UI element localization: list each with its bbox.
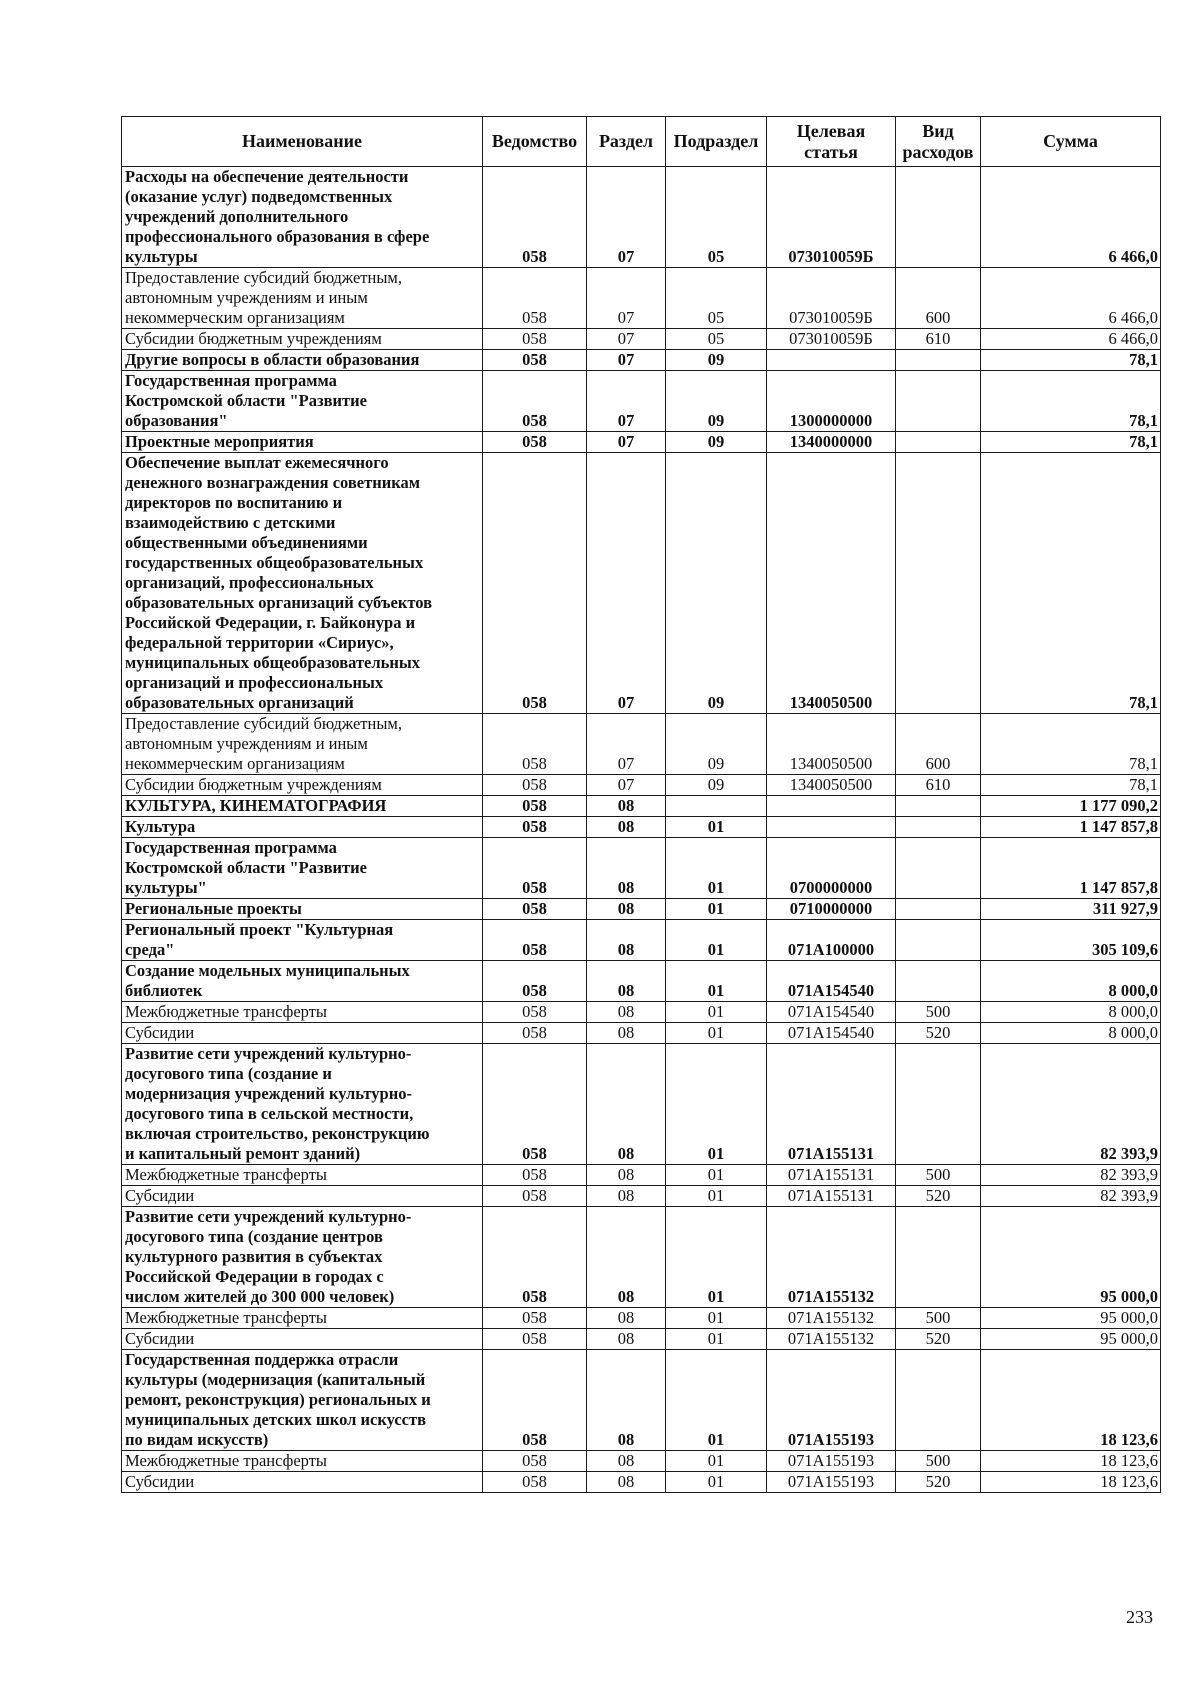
cell-ved: 058 bbox=[483, 268, 587, 329]
cell-cel: 071A155132 bbox=[767, 1329, 896, 1350]
cell-podrazdel: 01 bbox=[666, 817, 767, 838]
cell-razdel: 07 bbox=[587, 167, 666, 268]
cell-podrazdel: 01 bbox=[666, 1002, 767, 1023]
table-row bbox=[122, 453, 1161, 714]
cell-vid bbox=[896, 1044, 981, 1165]
table-row bbox=[122, 1186, 1161, 1207]
cell-razdel: 08 bbox=[587, 1207, 666, 1308]
table-row bbox=[122, 1472, 1161, 1493]
table-body bbox=[122, 167, 1161, 1493]
cell-razdel: 08 bbox=[587, 1165, 666, 1186]
cell-ved: 058 bbox=[483, 817, 587, 838]
cell-cel: 071A155193 bbox=[767, 1350, 896, 1451]
header-vid: Вид расходов bbox=[896, 117, 981, 167]
cell-name: Субсидии bbox=[122, 1186, 483, 1207]
cell-podrazdel: 01 bbox=[666, 1207, 767, 1308]
cell-vid: 520 bbox=[896, 1023, 981, 1044]
cell-ved: 058 bbox=[483, 961, 587, 1002]
cell-razdel: 08 bbox=[587, 1002, 666, 1023]
cell-razdel: 07 bbox=[587, 453, 666, 714]
cell-name: Создание модельных муниципальных библиотек bbox=[122, 961, 483, 1002]
page-number: 233 bbox=[1126, 1607, 1153, 1627]
cell-ved: 058 bbox=[483, 796, 587, 817]
cell-podrazdel: 09 bbox=[666, 775, 767, 796]
cell-cel: 1340050500 bbox=[767, 453, 896, 714]
cell-ved: 058 bbox=[483, 1044, 587, 1165]
cell-sum: 95 000,0 bbox=[981, 1207, 1161, 1308]
cell-ved: 058 bbox=[483, 920, 587, 961]
cell-name: Субсидии бюджетным учреждениям bbox=[122, 329, 483, 350]
cell-cel: 071A155193 bbox=[767, 1451, 896, 1472]
cell-name: Субсидии bbox=[122, 1329, 483, 1350]
cell-ved: 058 bbox=[483, 714, 587, 775]
header-name: Наименование bbox=[122, 117, 483, 167]
cell-sum: 78,1 bbox=[981, 371, 1161, 432]
cell-podrazdel: 09 bbox=[666, 453, 767, 714]
cell-name: Государственная программа Костромской области "Развитие образования" bbox=[122, 371, 483, 432]
cell-podrazdel bbox=[666, 796, 767, 817]
table-row bbox=[122, 167, 1161, 268]
cell-cel bbox=[767, 350, 896, 371]
cell-razdel: 08 bbox=[587, 1186, 666, 1207]
cell-sum: 95 000,0 bbox=[981, 1329, 1161, 1350]
cell-sum: 8 000,0 bbox=[981, 961, 1161, 1002]
cell-name: Обеспечение выплат ежемесячного денежного вознаграждения советникам директоров по воспитанию и взаимодействию с детскими общественными объединениями государственных общеобразовательных организаций, профессиональных образовательных организаций субъектов Российской Федерации, г. Байконура и федеральной территории «Сириус», муниципальных общеобразовательных организаций и профессиональных образовательных организаций bbox=[122, 453, 483, 714]
cell-vid: 600 bbox=[896, 268, 981, 329]
cell-cel: 073010059Б bbox=[767, 167, 896, 268]
cell-name: Субсидии бюджетным учреждениям bbox=[122, 775, 483, 796]
header-ved: Ведомство bbox=[483, 117, 587, 167]
cell-sum: 8 000,0 bbox=[981, 1023, 1161, 1044]
table-row bbox=[122, 796, 1161, 817]
cell-vid: 610 bbox=[896, 775, 981, 796]
cell-name: Межбюджетные трансферты bbox=[122, 1308, 483, 1329]
cell-podrazdel: 09 bbox=[666, 350, 767, 371]
cell-cel: 071A155131 bbox=[767, 1165, 896, 1186]
cell-vid bbox=[896, 453, 981, 714]
table-row bbox=[122, 961, 1161, 1002]
header-cel: Целевая статья bbox=[767, 117, 896, 167]
cell-razdel: 08 bbox=[587, 817, 666, 838]
cell-cel: 0710000000 bbox=[767, 899, 896, 920]
cell-vid: 500 bbox=[896, 1002, 981, 1023]
cell-cel: 1300000000 bbox=[767, 371, 896, 432]
header-sum: Сумма bbox=[981, 117, 1161, 167]
cell-cel: 071A155131 bbox=[767, 1044, 896, 1165]
cell-sum: 18 123,6 bbox=[981, 1451, 1161, 1472]
header-podrazdel: Подраздел bbox=[666, 117, 767, 167]
table-row bbox=[122, 432, 1161, 453]
cell-podrazdel: 01 bbox=[666, 838, 767, 899]
cell-cel: 071A155193 bbox=[767, 1472, 896, 1493]
cell-sum: 78,1 bbox=[981, 432, 1161, 453]
cell-cel: 1340000000 bbox=[767, 432, 896, 453]
cell-sum: 78,1 bbox=[981, 453, 1161, 714]
cell-podrazdel: 05 bbox=[666, 268, 767, 329]
table-row bbox=[122, 1207, 1161, 1308]
cell-vid bbox=[896, 1207, 981, 1308]
table-row bbox=[122, 775, 1161, 796]
cell-razdel: 08 bbox=[587, 1472, 666, 1493]
cell-podrazdel: 01 bbox=[666, 899, 767, 920]
cell-podrazdel: 05 bbox=[666, 167, 767, 268]
cell-name: Государственная программа Костромской области "Развитие культуры" bbox=[122, 838, 483, 899]
cell-razdel: 08 bbox=[587, 1023, 666, 1044]
cell-name: КУЛЬТУРА, КИНЕМАТОГРАФИЯ bbox=[122, 796, 483, 817]
table-row bbox=[122, 371, 1161, 432]
cell-name: Расходы на обеспечение деятельности (оказание услуг) подведомственных учреждений дополнительного профессионального образования в сфере культуры bbox=[122, 167, 483, 268]
cell-ved: 058 bbox=[483, 329, 587, 350]
cell-name: Региональный проект "Культурная среда" bbox=[122, 920, 483, 961]
cell-vid: 520 bbox=[896, 1186, 981, 1207]
cell-podrazdel: 01 bbox=[666, 1350, 767, 1451]
table-row bbox=[122, 350, 1161, 371]
cell-sum: 1 147 857,8 bbox=[981, 838, 1161, 899]
cell-cel: 073010059Б bbox=[767, 329, 896, 350]
cell-ved: 058 bbox=[483, 1002, 587, 1023]
cell-sum: 82 393,9 bbox=[981, 1186, 1161, 1207]
cell-sum: 82 393,9 bbox=[981, 1044, 1161, 1165]
cell-podrazdel: 01 bbox=[666, 1451, 767, 1472]
cell-vid bbox=[896, 920, 981, 961]
cell-name: Государственная поддержка отрасли культуры (модернизация (капитальный ремонт, реконструкция) региональных и муниципальных детских школ искусств по видам искусств) bbox=[122, 1350, 483, 1451]
cell-name: Региональные проекты bbox=[122, 899, 483, 920]
cell-podrazdel: 01 bbox=[666, 1472, 767, 1493]
cell-vid: 500 bbox=[896, 1451, 981, 1472]
cell-vid bbox=[896, 796, 981, 817]
cell-ved: 058 bbox=[483, 453, 587, 714]
cell-sum: 78,1 bbox=[981, 775, 1161, 796]
cell-sum: 82 393,9 bbox=[981, 1165, 1161, 1186]
cell-cel: 071A100000 bbox=[767, 920, 896, 961]
cell-cel: 071A154540 bbox=[767, 961, 896, 1002]
cell-name: Субсидии bbox=[122, 1023, 483, 1044]
cell-vid: 520 bbox=[896, 1329, 981, 1350]
cell-ved: 058 bbox=[483, 350, 587, 371]
cell-name: Культура bbox=[122, 817, 483, 838]
cell-podrazdel: 01 bbox=[666, 1329, 767, 1350]
cell-podrazdel: 01 bbox=[666, 1165, 767, 1186]
cell-vid bbox=[896, 961, 981, 1002]
cell-vid bbox=[896, 167, 981, 268]
cell-razdel: 07 bbox=[587, 714, 666, 775]
cell-vid bbox=[896, 899, 981, 920]
cell-ved: 058 bbox=[483, 838, 587, 899]
cell-razdel: 07 bbox=[587, 432, 666, 453]
budget-table bbox=[121, 116, 1161, 1493]
cell-ved: 058 bbox=[483, 1308, 587, 1329]
table-row bbox=[122, 1165, 1161, 1186]
cell-razdel: 08 bbox=[587, 899, 666, 920]
table-header-row bbox=[122, 117, 1161, 167]
cell-vid: 500 bbox=[896, 1165, 981, 1186]
cell-podrazdel: 01 bbox=[666, 920, 767, 961]
cell-name: Межбюджетные трансферты bbox=[122, 1165, 483, 1186]
cell-vid bbox=[896, 350, 981, 371]
table-row bbox=[122, 1002, 1161, 1023]
cell-vid bbox=[896, 432, 981, 453]
cell-sum: 6 466,0 bbox=[981, 167, 1161, 268]
cell-name: Другие вопросы в области образования bbox=[122, 350, 483, 371]
table-row bbox=[122, 920, 1161, 961]
cell-vid bbox=[896, 838, 981, 899]
cell-vid: 610 bbox=[896, 329, 981, 350]
cell-razdel: 07 bbox=[587, 371, 666, 432]
cell-vid bbox=[896, 371, 981, 432]
table-row bbox=[122, 1044, 1161, 1165]
cell-ved: 058 bbox=[483, 167, 587, 268]
cell-name: Проектные мероприятия bbox=[122, 432, 483, 453]
cell-name: Предоставление субсидий бюджетным, автономным учреждениям и иным некоммерческим организациям bbox=[122, 268, 483, 329]
cell-cel: 073010059Б bbox=[767, 268, 896, 329]
cell-sum: 78,1 bbox=[981, 714, 1161, 775]
table-row bbox=[122, 817, 1161, 838]
table-row bbox=[122, 899, 1161, 920]
cell-razdel: 08 bbox=[587, 1350, 666, 1451]
cell-vid bbox=[896, 817, 981, 838]
cell-ved: 058 bbox=[483, 1165, 587, 1186]
cell-podrazdel: 01 bbox=[666, 1023, 767, 1044]
cell-sum: 305 109,6 bbox=[981, 920, 1161, 961]
cell-ved: 058 bbox=[483, 1329, 587, 1350]
cell-podrazdel: 01 bbox=[666, 1186, 767, 1207]
cell-ved: 058 bbox=[483, 899, 587, 920]
cell-sum: 1 177 090,2 bbox=[981, 796, 1161, 817]
cell-sum: 1 147 857,8 bbox=[981, 817, 1161, 838]
cell-razdel: 08 bbox=[587, 920, 666, 961]
cell-razdel: 07 bbox=[587, 775, 666, 796]
cell-sum: 18 123,6 bbox=[981, 1472, 1161, 1493]
cell-name: Развитие сети учреждений культурно- досугового типа (создание центров культурного развития в субъектах Российской Федерации в городах с числом жителей до 300 000 человек) bbox=[122, 1207, 483, 1308]
cell-sum: 95 000,0 bbox=[981, 1308, 1161, 1329]
cell-ved: 058 bbox=[483, 1472, 587, 1493]
cell-ved: 058 bbox=[483, 1451, 587, 1472]
cell-podrazdel: 01 bbox=[666, 961, 767, 1002]
cell-podrazdel: 09 bbox=[666, 371, 767, 432]
cell-sum: 18 123,6 bbox=[981, 1350, 1161, 1451]
cell-ved: 058 bbox=[483, 1186, 587, 1207]
header-razdel: Раздел bbox=[587, 117, 666, 167]
cell-razdel: 08 bbox=[587, 1044, 666, 1165]
cell-ved: 058 bbox=[483, 1023, 587, 1044]
cell-cel: 071A154540 bbox=[767, 1002, 896, 1023]
cell-name: Межбюджетные трансферты bbox=[122, 1451, 483, 1472]
cell-sum: 6 466,0 bbox=[981, 329, 1161, 350]
cell-podrazdel: 09 bbox=[666, 714, 767, 775]
table-row bbox=[122, 838, 1161, 899]
cell-ved: 058 bbox=[483, 1350, 587, 1451]
cell-razdel: 07 bbox=[587, 350, 666, 371]
cell-name: Предоставление субсидий бюджетным, автономным учреждениям и иным некоммерческим организациям bbox=[122, 714, 483, 775]
cell-razdel: 07 bbox=[587, 268, 666, 329]
cell-cel: 071A154540 bbox=[767, 1023, 896, 1044]
cell-ved: 058 bbox=[483, 775, 587, 796]
cell-razdel: 08 bbox=[587, 838, 666, 899]
cell-ved: 058 bbox=[483, 432, 587, 453]
cell-sum: 78,1 bbox=[981, 350, 1161, 371]
cell-razdel: 08 bbox=[587, 961, 666, 1002]
cell-name: Межбюджетные трансферты bbox=[122, 1002, 483, 1023]
cell-razdel: 07 bbox=[587, 329, 666, 350]
cell-sum: 6 466,0 bbox=[981, 268, 1161, 329]
table-row bbox=[122, 1329, 1161, 1350]
table-row bbox=[122, 268, 1161, 329]
cell-vid: 600 bbox=[896, 714, 981, 775]
cell-sum: 8 000,0 bbox=[981, 1002, 1161, 1023]
table-row bbox=[122, 1350, 1161, 1451]
cell-podrazdel: 05 bbox=[666, 329, 767, 350]
cell-cel: 071A155132 bbox=[767, 1207, 896, 1308]
cell-razdel: 08 bbox=[587, 1451, 666, 1472]
cell-name: Развитие сети учреждений культурно- досугового типа (создание и модернизация учреждений культурно- досугового типа в сельской местности, включая строительство, реконструкцию и капитальный ремонт зданий) bbox=[122, 1044, 483, 1165]
cell-cel bbox=[767, 796, 896, 817]
table-row bbox=[122, 1308, 1161, 1329]
cell-vid: 520 bbox=[896, 1472, 981, 1493]
cell-sum: 311 927,9 bbox=[981, 899, 1161, 920]
cell-podrazdel: 09 bbox=[666, 432, 767, 453]
cell-cel bbox=[767, 817, 896, 838]
cell-cel: 071A155131 bbox=[767, 1186, 896, 1207]
cell-cel: 0700000000 bbox=[767, 838, 896, 899]
cell-vid bbox=[896, 1350, 981, 1451]
cell-ved: 058 bbox=[483, 371, 587, 432]
cell-razdel: 08 bbox=[587, 796, 666, 817]
cell-vid: 500 bbox=[896, 1308, 981, 1329]
table-row bbox=[122, 1451, 1161, 1472]
cell-ved: 058 bbox=[483, 1207, 587, 1308]
table-row bbox=[122, 329, 1161, 350]
table-row bbox=[122, 714, 1161, 775]
cell-podrazdel: 01 bbox=[666, 1308, 767, 1329]
table-row bbox=[122, 1023, 1161, 1044]
cell-razdel: 08 bbox=[587, 1308, 666, 1329]
cell-razdel: 08 bbox=[587, 1329, 666, 1350]
cell-cel: 1340050500 bbox=[767, 714, 896, 775]
cell-cel: 1340050500 bbox=[767, 775, 896, 796]
cell-podrazdel: 01 bbox=[666, 1044, 767, 1165]
cell-cel: 071A155132 bbox=[767, 1308, 896, 1329]
cell-name: Субсидии bbox=[122, 1472, 483, 1493]
